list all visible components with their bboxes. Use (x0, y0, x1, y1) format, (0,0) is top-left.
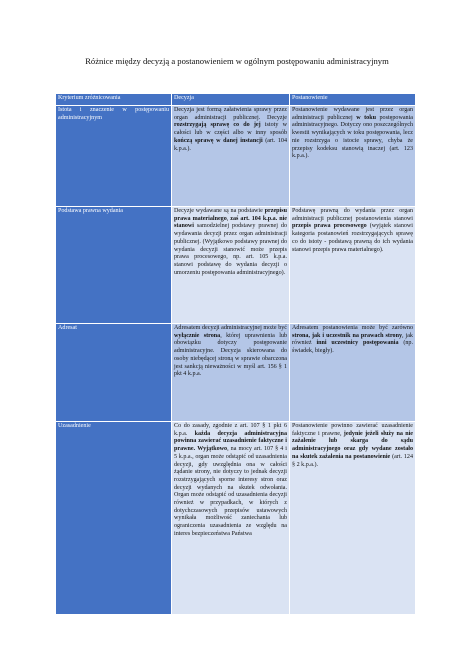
text-segment: Decyzje wydawane są na podstawie (174, 208, 265, 214)
resolution-cell (290, 207, 416, 324)
text-segment: Podstawę prawną do wydania przez organ administracji publicznej postanowienia stanowi (292, 208, 413, 222)
table-row (56, 106, 416, 207)
bold-text: jedynie jeżeli służy na nie zażalenie lub skarga do sądu administracyjnego oraz gdy wydane zostało na skutek zażalenia na postanowienie (292, 430, 413, 460)
text-segment: Adresatem postanowienia może być zarówno (292, 325, 413, 331)
criterion-cell: Uzasadnienie (56, 422, 172, 615)
bold-text: w toku (356, 114, 376, 121)
text-segment: (np. świadek, biegły). (292, 340, 414, 355)
text-segment: samodzielnej podstawy prawnej do wydawania decyzji przez organ administracji publicznej. (Wyjątkowo podstawy prawnej do wydania decyzji stanowić może przepis prawa procesowego, np. art. 105 k.p.a. stanowi podstawę do wydania decyzji o umorzeniu postępowania administracyjnego). (174, 223, 287, 276)
text-segment: postępowania administracyjnego. Dotyczy ono poszczególnych kwestii wynikających w toku postępowania, lecz nie rozstrzyga o istocie sprawy, chyba że przepisy kodeksu stanowią inaczej (art. 123 k.p.a.). (292, 114, 413, 160)
bold-text: kończą sprawę w danej instancji (174, 137, 263, 144)
table-row (56, 207, 416, 324)
bold-text: każda decyzja administracyjna powinna zawierać uzasadnienie faktyczne i prawne. (174, 430, 287, 453)
table-header-row (56, 94, 416, 106)
criterion-cell: Podstawa prawna wydania (56, 207, 172, 324)
text-segment: Postanowienie powinno zawierać uzasadnienie faktyczne i prawne, (292, 423, 413, 437)
bold-text: inni uczestnicy postępowania (316, 340, 399, 347)
bold-text: rozstrzygają sprawę co do jej (174, 122, 261, 129)
table-row (56, 422, 416, 615)
text-segment: , (226, 215, 231, 222)
text-segment: , na mocy art. 107 § 4 i 5 k.p.a., organ może odstąpić od uzasadnienia decyzji, gdy uwzględnia ona w całości żądanie strony, nie dotyczy to jednak decyzji rozstrzygających sporne interesy stron oraz decyzji wydanych na skutek odwołania. Organ może odstąpić od uzasadnienia decyzji również w przypadkach, w których z dotychczasowych przepisów ustawowych wynikała możliwość zaniechania lub ograniczenia uzasadnienia ze względu na interes bezpieczeństwa Państwa (174, 446, 287, 537)
text-segment: Postanowienie wydawane jest przez organ administracji publicznej (292, 107, 413, 121)
header-criterion: Kryterium zróżnicowania (56, 94, 172, 106)
header-resolution: Postanowienie (290, 94, 416, 106)
header-decision: Decyzja (172, 94, 290, 106)
criterion-cell: Istota i znaczenie w postępowaniu administracyjnym (56, 106, 172, 207)
decision-cell (172, 324, 290, 422)
document-title: Różnice między decyzją a postanowieniem w ogólnym postępowaniu administracyjnym (85, 56, 389, 66)
text-segment: istoty w całości lub w części albo w inny sposób (174, 122, 287, 137)
decision-cell (172, 106, 290, 207)
comparison-table (55, 93, 416, 615)
bold-text: przepis prawa procesowego (292, 223, 367, 230)
criterion-cell: Adresat (56, 324, 172, 422)
bold-text: zaś art. 104 k.p.a. nie stanowi (174, 215, 287, 230)
decision-cell (172, 207, 290, 324)
resolution-cell (290, 106, 416, 207)
text-segment: Adresatem decyzji administracyjnej może być (174, 325, 287, 331)
resolution-cell (290, 422, 416, 615)
text-segment: Co do zasady, zgodnie z art. 107 § 1 pkt 6 k.p.a. (174, 423, 287, 437)
text-segment: (art. 124 § 2 k.p.a.). (292, 453, 413, 468)
text-segment: , której uprawnienia lub obowiązku dotyczy postępowanie administracyjne. Decyzja skierowana do osoby niebędącej stroną w sprawie obarczona jest sankcją nieważności w myśl art. 156 § 1 pkt 4 k.p.a. (174, 332, 287, 378)
bold-text: przepisu prawa materialnego (174, 208, 287, 222)
resolution-cell (290, 324, 416, 422)
text-segment: , jak również (292, 332, 413, 347)
decision-cell (172, 422, 290, 615)
table-row (56, 324, 416, 422)
text-segment: Decyzja jest formą załatwienia sprawy przez organ administracji publicznej. Decyzje (174, 107, 287, 121)
text-segment: (wyjątek stanowi kategoria postanowień rozstrzygających sprawę co do istoty - podstawą prawną do ich wydania stanowi przepis prawa materialnego). (292, 223, 414, 253)
bold-text: Wyjątkowo (197, 446, 228, 453)
text-segment: (art. 104 k.p.a.). (174, 137, 287, 152)
bold-text: wyłącznie strona (174, 332, 221, 339)
bold-text: strona, jak i uczestnik na prawach strony (292, 332, 403, 339)
